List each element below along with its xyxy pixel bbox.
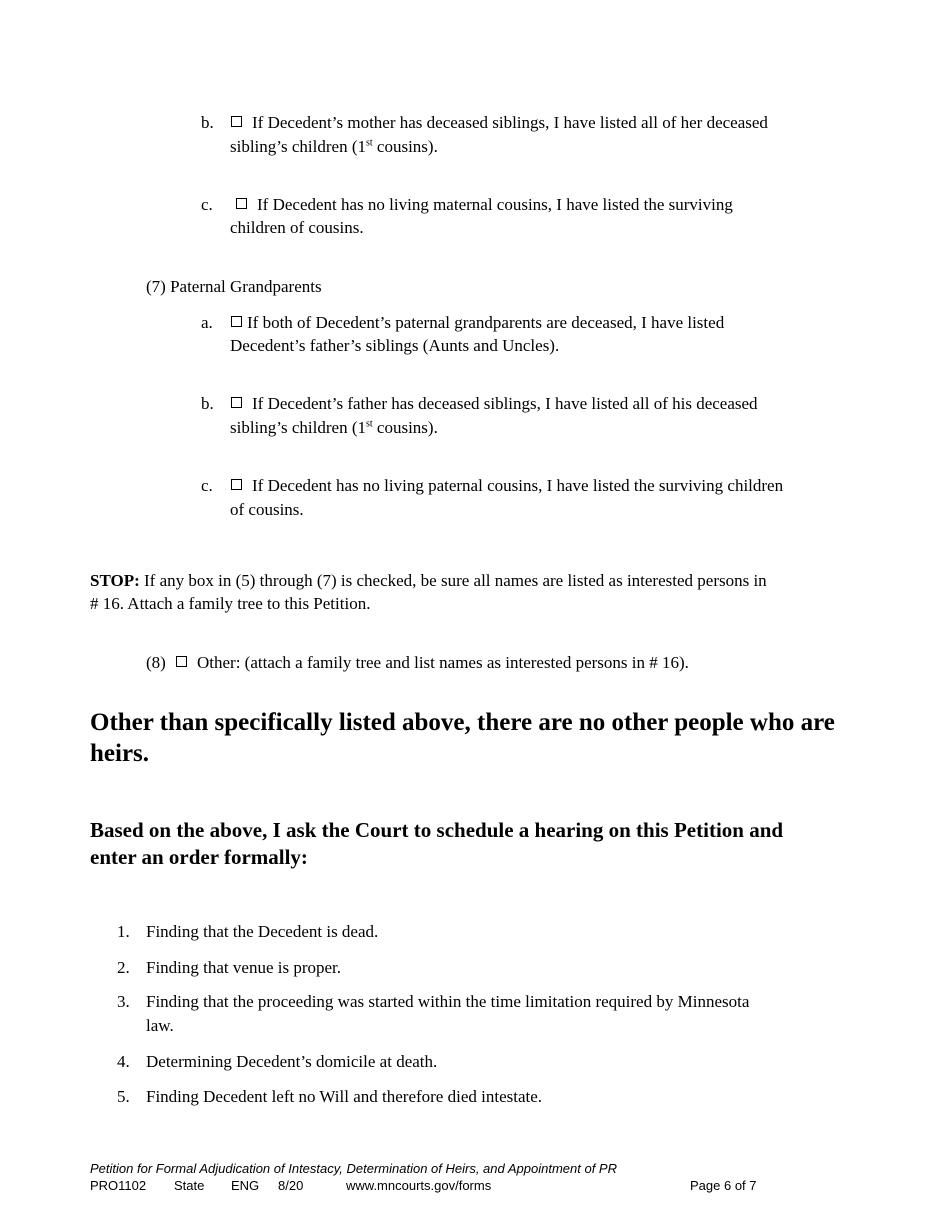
order-item-4: Determining Decedent’s domicile at death. <box>146 1052 438 1071</box>
order-item-2-num: 2. <box>117 958 130 977</box>
maternal-c-line2: children of cousins. <box>230 218 364 237</box>
paternal-a-line2: Decedent’s father’s siblings (Aunts and Uncles). <box>230 336 560 355</box>
stop-notice <box>90 569 767 592</box>
order-item-3-num: 3. <box>117 992 130 1011</box>
maternal-b-checkbox[interactable] <box>231 116 242 127</box>
paternal-item-b-letter: b. <box>201 394 214 413</box>
request-line2: enter an order formally: <box>90 845 308 869</box>
footer-revision: 8/20 <box>278 1178 304 1193</box>
paternal-item-a-letter: a. <box>201 313 213 332</box>
footer-url: www.mncourts.gov/forms <box>346 1178 492 1193</box>
paternal-item-b <box>231 392 758 415</box>
footer-jurisdiction: State <box>174 1178 205 1193</box>
maternal-item-b <box>231 111 768 134</box>
order-item-3-line2: law. <box>146 1016 174 1035</box>
other-checkbox[interactable] <box>176 656 187 667</box>
heirs-statement-line1: Other than specifically listed above, there are no other people who are <box>90 709 835 736</box>
request-line1: Based on the above, I ask the Court to schedule a hearing on this Petition and <box>90 818 784 842</box>
paternal-item-a <box>231 311 724 334</box>
paternal-grandparents-heading: (7) Paternal Grandparents <box>146 277 322 296</box>
paternal-item-c-letter: c. <box>201 476 213 495</box>
paternal-b-line1: If Decedent’s father has deceased siblings, I have listed all of his deceased <box>252 394 758 413</box>
maternal-c-checkbox[interactable] <box>236 198 247 209</box>
other-item <box>176 651 689 674</box>
stop-line2: # 16. Attach a family tree to this Petition. <box>90 594 371 613</box>
footer-page-number: Page 6 of 7 <box>690 1178 757 1193</box>
paternal-c-line2: of cousins. <box>230 500 304 519</box>
paternal-a-line1: If both of Decedent’s paternal grandparents are deceased, I have listed <box>247 313 725 332</box>
heirs-statement-line2: heirs. <box>90 740 150 767</box>
order-item-4-num: 4. <box>117 1052 130 1071</box>
footer-form-id: PRO1102 <box>90 1178 147 1193</box>
stop-label: STOP: <box>90 571 140 590</box>
order-item-1: Finding that the Decedent is dead. <box>146 922 379 941</box>
paternal-c-checkbox[interactable] <box>231 479 242 490</box>
maternal-b-line1: If Decedent’s mother has deceased siblings, I have listed all of her deceased <box>252 113 768 132</box>
paternal-item-c <box>231 474 783 497</box>
maternal-item-c-letter: c. <box>201 195 213 214</box>
paternal-b-checkbox[interactable] <box>231 397 242 408</box>
footer-language: ENG <box>231 1178 260 1193</box>
order-item-1-num: 1. <box>117 922 130 941</box>
paternal-a-checkbox[interactable] <box>231 316 242 327</box>
order-item-5: Finding Decedent left no Will and therefore died intestate. <box>146 1087 543 1106</box>
stop-line1: If any box in (5) through (7) is checked, be sure all names are listed as interested persons in <box>139 571 767 590</box>
paternal-b-line2: sibling’s children (1st cousins). <box>230 418 438 437</box>
maternal-c-line1: If Decedent has no living maternal cousins, I have listed the surviving <box>257 195 733 214</box>
maternal-item-c <box>236 193 733 216</box>
footer-title: Petition for Formal Adjudication of Intestacy, Determination of Heirs, and Appointment of PR <box>90 1161 617 1176</box>
other-text: Other: (attach a family tree and list names as interested persons in # 16). <box>197 653 689 672</box>
order-item-3: Finding that the proceeding was started within the time limitation required by Minnesota <box>146 992 750 1011</box>
order-item-5-num: 5. <box>117 1087 130 1106</box>
paternal-c-line1: If Decedent has no living paternal cousins, I have listed the surviving children <box>252 476 784 495</box>
maternal-b-line2: sibling’s children (1st cousins). <box>230 137 438 156</box>
maternal-item-b-letter: b. <box>201 113 214 132</box>
order-item-2: Finding that venue is proper. <box>146 958 342 977</box>
other-item-number: (8) <box>146 653 166 672</box>
